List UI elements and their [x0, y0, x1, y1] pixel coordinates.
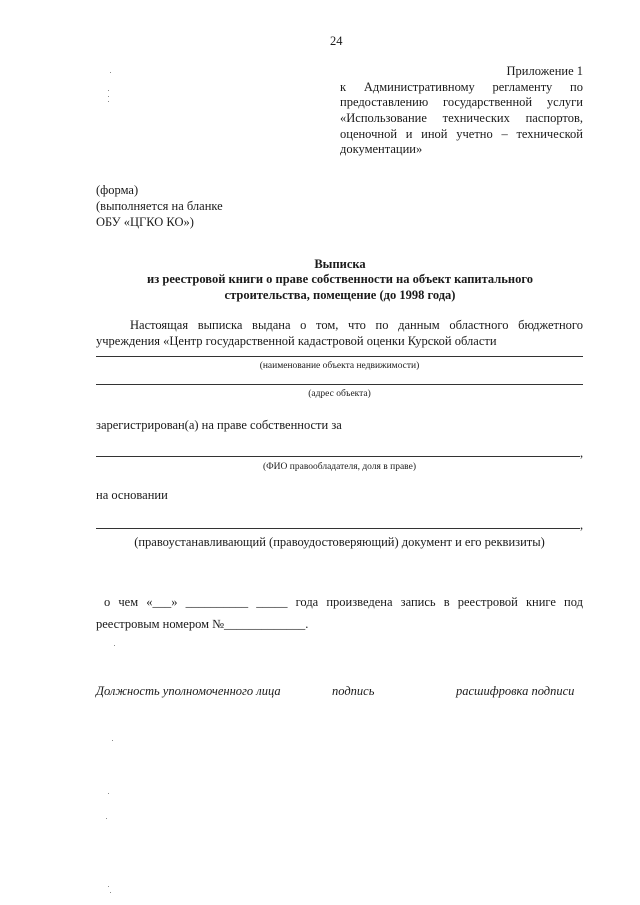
record-text: о чем «___» __________ _____ года произведена запись в реестровой книге под: [104, 595, 583, 609]
intro-text: Настоящая выписка выдана о том, что по данным областного бюджетного: [130, 318, 583, 332]
object-name-caption: (наименование объекта недвижимости): [259, 361, 420, 371]
form-note: ОБУ «ЦГКО КО»): [96, 215, 194, 229]
registered-label: зарегистрирован(а) на праве собственности за: [96, 418, 342, 432]
object-name-field[interactable]: [96, 356, 583, 357]
page-number: 24: [330, 34, 343, 48]
address-field[interactable]: [96, 384, 583, 385]
document-subtitle: строительства, помещение (до 1998 года): [224, 288, 456, 302]
document-subtitle: из реестровой книги о праве собственности на объект капитального: [147, 272, 533, 286]
position-label: Должность уполномоченного лица: [96, 684, 281, 698]
scan-speck: [108, 101, 109, 102]
appendix-title: Приложение 1: [506, 64, 583, 78]
document-title: Выписка: [314, 257, 366, 271]
owner-caption: (ФИО правообладателя, доля в праве): [263, 462, 416, 472]
intro-text: учреждения «Центр государственной кадастровой оценки Курской области: [96, 334, 497, 348]
document-caption: (правоустанавливающий (правоудостоверяющий) документ и его реквизиты): [134, 535, 545, 549]
form-note: (форма): [96, 183, 139, 197]
scan-speck: [108, 793, 109, 794]
document-field[interactable]: [96, 528, 580, 529]
address-caption: (адрес объекта): [308, 389, 371, 399]
signature-decode-label: расшифровка подписи: [456, 684, 575, 698]
appendix-line: предоставлению государственной услуги: [340, 95, 583, 109]
scan-speck: [110, 892, 111, 893]
form-note: (выполняется на бланке: [96, 199, 223, 213]
scan-speck: [108, 886, 109, 887]
scan-speck: [110, 72, 111, 73]
appendix-line: оценочной и иной учетно – технической: [340, 127, 583, 141]
appendix-line: к Административному регламенту по: [340, 80, 583, 94]
owner-field[interactable]: [96, 456, 580, 457]
scan-speck: [108, 90, 109, 91]
record-number: реестровым номером №_____________.: [96, 617, 309, 631]
scan-speck: [114, 645, 115, 646]
appendix-line: «Использование технических паспортов,: [340, 111, 583, 125]
signature-label: подпись: [332, 684, 375, 698]
appendix-line: документации»: [340, 142, 423, 156]
scan-speck: [106, 818, 107, 819]
scan-speck: [108, 96, 109, 97]
scan-speck: [112, 740, 113, 741]
basis-label: на основании: [96, 488, 168, 502]
